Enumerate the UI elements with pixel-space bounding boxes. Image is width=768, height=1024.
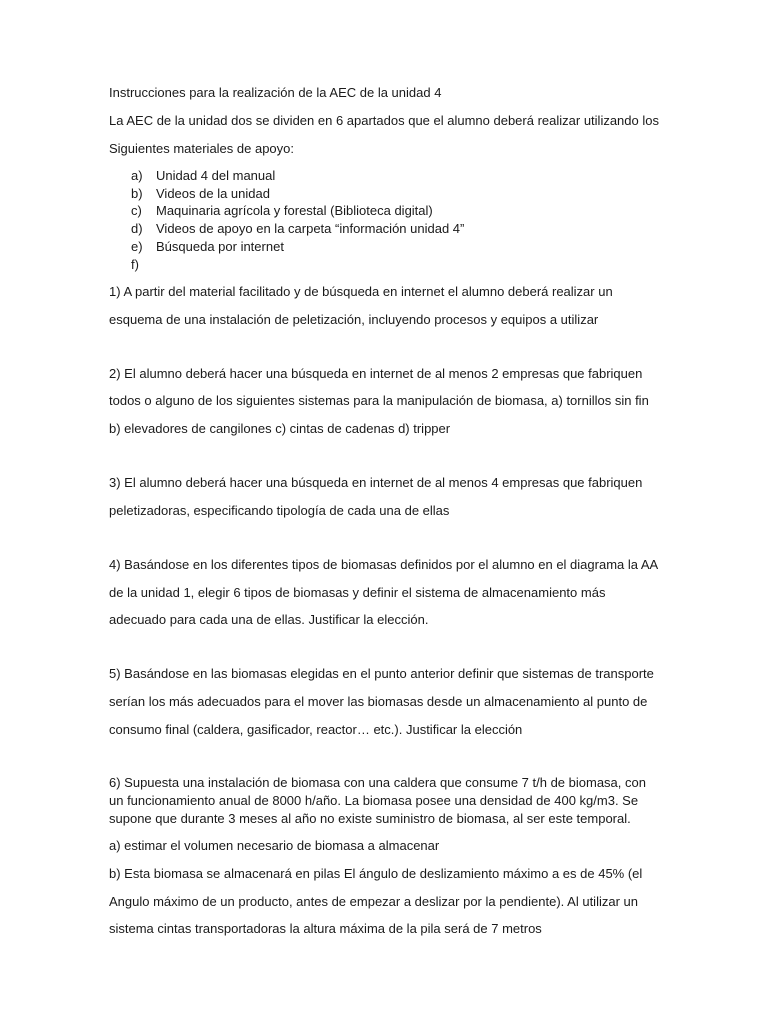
question-1-line: esquema de una instalación de peletización, incluyendo procesos y equipos a utilizar [109, 312, 599, 327]
list-item-text: Unidad 4 del manual [156, 168, 276, 183]
document-title: Instrucciones para la realización de la AEC de la unidad 4 [109, 85, 442, 100]
list-item-marker: e) [131, 239, 143, 254]
question-5-line: serían los más adecuados para el mover las biomasas desde un almacenamiento al punto de [109, 694, 648, 709]
intro-line-2: Siguientes materiales de apoyo: [109, 141, 295, 156]
question-1-line: 1) A partir del material facilitado y de búsqueda en internet el alumno deberá realizar un [109, 284, 613, 299]
question-3-line: peletizadoras, especificando tipología de cada una de ellas [109, 503, 450, 518]
question-2-line: todos o alguno de los siguientes sistemas para la manipulación de biomasa, a) tornillos sin fin [109, 393, 649, 408]
list-item-marker: a) [131, 168, 143, 183]
intro-line-1: La AEC de la unidad dos se dividen en 6 apartados que el alumno deberá realizar utilizando los [109, 113, 659, 128]
question-6a-line: a) estimar el volumen necesario de biomasa a almacenar [109, 838, 440, 853]
list-item-marker: c) [131, 203, 142, 218]
question-6b-line: b) Esta biomasa se almacenará en pilas El ángulo de deslizamiento máximo a es de 45% (el [109, 866, 643, 881]
list-item-text: Búsqueda por internet [156, 239, 284, 254]
list-item-text: Videos de la unidad [156, 186, 270, 201]
list-item-marker: b) [131, 186, 143, 201]
question-6b-line: Angulo máximo de un producto, antes de empezar a deslizar por la pendiente). Al utilizar un [109, 894, 638, 909]
question-4-line: de la unidad 1, elegir 6 tipos de biomasas y definir el sistema de almacenamiento más [109, 585, 606, 600]
question-6-line: 6) Supuesta una instalación de biomasa con una caldera que consume 7 t/h de biomasa, con [109, 775, 646, 790]
list-item-marker: d) [131, 221, 143, 236]
question-3-line: 3) El alumno deberá hacer una búsqueda en internet de al menos 4 empresas que fabriquen [109, 475, 643, 490]
question-6b-line: sistema cintas transportadoras la altura máxima de la pila será de 7 metros [109, 921, 542, 936]
question-2-line: b) elevadores de cangilones c) cintas de cadenas d) tripper [109, 421, 451, 436]
list-item-text: Maquinaria agrícola y forestal (Biblioteca digital) [156, 203, 433, 218]
question-2-line: 2) El alumno deberá hacer una búsqueda en internet de al menos 2 empresas que fabriquen [109, 366, 643, 381]
question-4-line: 4) Basándose en los diferentes tipos de biomasas definidos por el alumno en el diagrama la AA [109, 557, 659, 572]
question-5-line: 5) Basándose en las biomasas elegidas en el punto anterior definir que sistemas de transporte [109, 666, 654, 681]
question-5-line: consumo final (caldera, gasificador, reactor… etc.). Justificar la elección [109, 722, 523, 737]
list-item-text: Videos de apoyo en la carpeta “información unidad 4” [156, 221, 465, 236]
question-6-line: un funcionamiento anual de 8000 h/año. La biomasa posee una densidad de 400 kg/m3. Se [109, 793, 639, 808]
list-item-marker: f) [131, 257, 139, 272]
question-6-line: supone que durante 3 meses al año no existe suministro de biomasa, al ser este temporal. [109, 811, 631, 826]
question-4-line: adecuado para cada una de ellas. Justificar la elección. [109, 612, 429, 627]
